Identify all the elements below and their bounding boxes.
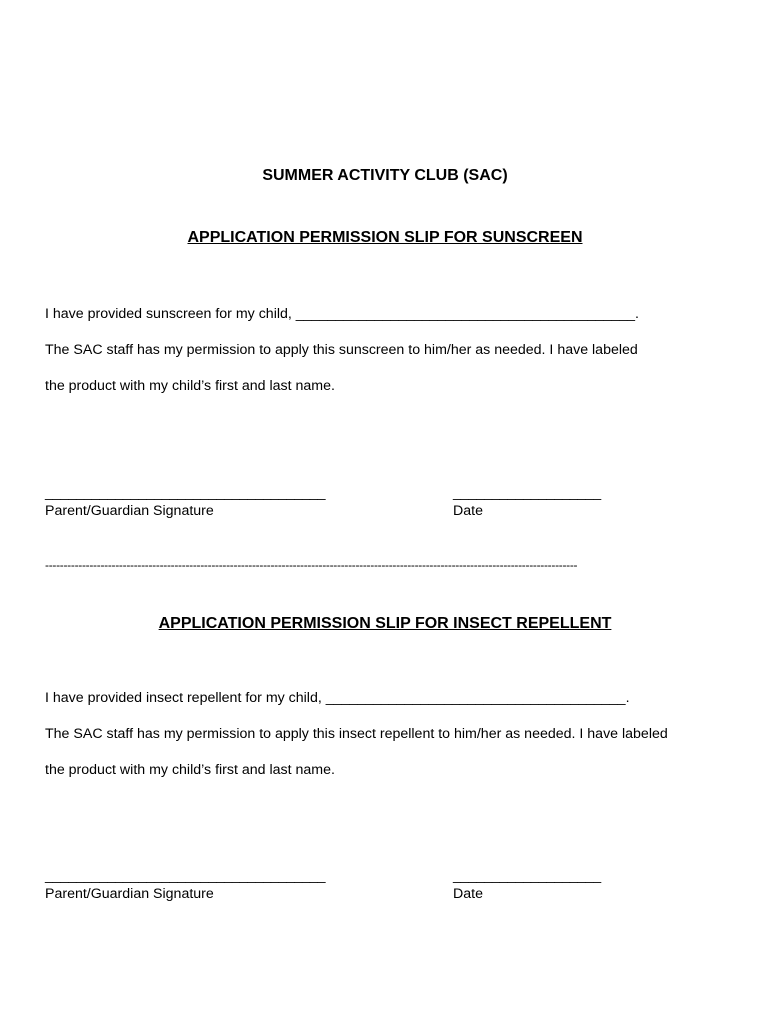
insect-repellent-date-line: ___________________ [453,868,602,884]
insect-repellent-permission-line: The SAC staff has my permission to apply this insect repellent to him/her as needed. I have labeled [45,726,668,742]
cut-line-divider: ------------------------------------------------------------------------------------------------------------------------------------------------ [45,558,578,572]
sunscreen-signature-label: Parent/Guardian Signature [45,503,214,519]
sunscreen-label-line: the product with my child’s first and last name. [45,378,335,394]
sunscreen-date-line: ___________________ [453,485,602,501]
org-title: SUMMER ACTIVITY CLUB (SAC) [262,167,508,184]
insect-repellent-child-line: I have provided insect repellent for my child, ______________________________________. [45,690,630,706]
insect-repellent-signature-line: ____________________________________ [45,868,326,884]
insect-repellent-label-line: the product with my child’s first and last name. [45,762,335,778]
sunscreen-permission-line: The SAC staff has my permission to apply this sunscreen to him/her as needed. I have labeled [45,342,638,358]
sunscreen-date-label: Date [453,503,483,519]
insect-repellent-heading: APPLICATION PERMISSION SLIP FOR INSECT REPELLENT [158,615,612,632]
insect-repellent-date-label: Date [453,886,483,902]
sunscreen-heading: APPLICATION PERMISSION SLIP FOR SUNSCREEN [187,229,583,246]
sunscreen-signature-line: ____________________________________ [45,485,326,501]
sunscreen-child-line: I have provided sunscreen for my child, ___________________________________________. [45,306,639,322]
insect-repellent-signature-label: Parent/Guardian Signature [45,886,214,902]
